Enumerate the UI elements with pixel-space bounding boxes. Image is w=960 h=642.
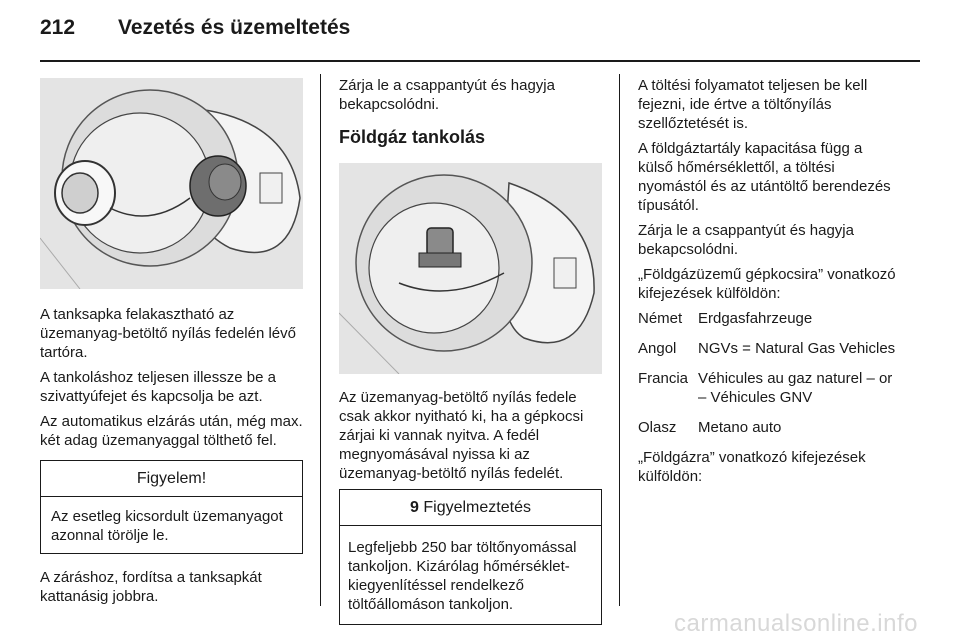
column-2 (339, 76, 602, 625)
paragraph: Zárja le a csappantyút és hagyja bekapcsolódni. (638, 222, 854, 258)
table-row (638, 369, 900, 418)
table-row (638, 418, 900, 448)
warning-body: Legfeljebb 250 bar töltőnyomással tankoljon. Kizárólag hőmérséklet-kiegyenlítéssel rendelkező töltőállomáson tankoljon. (348, 539, 577, 613)
warning-triangle-icon: 9 (410, 499, 419, 516)
page-header (40, 16, 350, 46)
section-heading: Földgáz tankolás (339, 127, 486, 147)
language-cell: Francia (638, 370, 689, 387)
language-cell: Olasz (638, 419, 677, 436)
page-number: 212 (40, 16, 76, 39)
language-cell: Angol (638, 340, 677, 357)
fuel-filler-cap-image (40, 78, 303, 289)
term-cell: Metano auto (698, 419, 782, 436)
warning-title: Figyelmeztetés (423, 499, 531, 516)
term-cell: NGVs = Natural Gas Vehicles (698, 340, 896, 357)
notice-title: Figyelem! (41, 461, 302, 497)
term-cell: Erdgasfahrzeuge (698, 310, 813, 327)
paragraph: Az üzemanyag-betöltő nyílás fedele csak akkor nyitható ki, ha a gépkocsi zárjai ki vannak nyitva. A fedél megnyomásával nyissa ki az üzemanyag-betöltő nyílás fedelét. (339, 389, 584, 482)
paragraph: A földgáztartály kapacitása függ a külső hőmérséklettől, a töltési nyomástól és az utántöltő berendezés típusától. (638, 140, 891, 214)
cng-filler-valve-illustration (339, 163, 602, 374)
paragraph: A tanksapka felakasztható az üzemanyag-betöltő nyílás fedelén lévő tartóra. (40, 306, 296, 361)
paragraph: A záráshoz, fordítsa a tanksapkát kattanásig jobbra. (40, 569, 262, 605)
column-divider-1 (320, 74, 321, 606)
table-row (638, 339, 900, 369)
column-divider-2 (619, 74, 620, 606)
warning-header (340, 490, 601, 526)
notice-box (40, 460, 303, 554)
header-divider (40, 60, 920, 62)
language-cell: Német (638, 310, 683, 327)
column-3 (638, 76, 900, 492)
paragraph: A töltési folyamatot teljesen be kell fejezni, ide értve a töltőnyílás szellőztetését is. (638, 77, 868, 132)
warning-box (339, 489, 602, 625)
paragraph: Az automatikus elzárás után, még max. két adag üzemanyaggal tölthető fel. (40, 413, 303, 449)
paragraph: Zárja le a csappantyút és hagyja bekapcsolódni. (339, 77, 555, 113)
paragraph: „Földgázra” vonatkozó kifejezések külföldön: (638, 449, 866, 485)
terms-table (638, 309, 900, 448)
paragraph: A tankoláshoz teljesen illessze be a szivattyúfejet és kapcsolja be azt. (40, 369, 276, 405)
fuel-filler-cap-illustration (40, 78, 303, 289)
paragraph: „Földgázüzemű gépkocsira” vonatkozó kifejezések külföldön: (638, 266, 896, 302)
table-row (638, 309, 900, 339)
page-title: Vezetés és üzemeltetés (118, 16, 351, 39)
term-cell: Véhicules au gaz naturel – or – Véhicules GNV (698, 370, 893, 406)
watermark: carmanualsonline.info (674, 610, 918, 637)
cng-filler-valve-image (339, 163, 602, 374)
notice-body: Az esetleg kicsordult üzemanyagot azonnal törölje le. (51, 508, 283, 544)
column-1 (40, 78, 303, 612)
